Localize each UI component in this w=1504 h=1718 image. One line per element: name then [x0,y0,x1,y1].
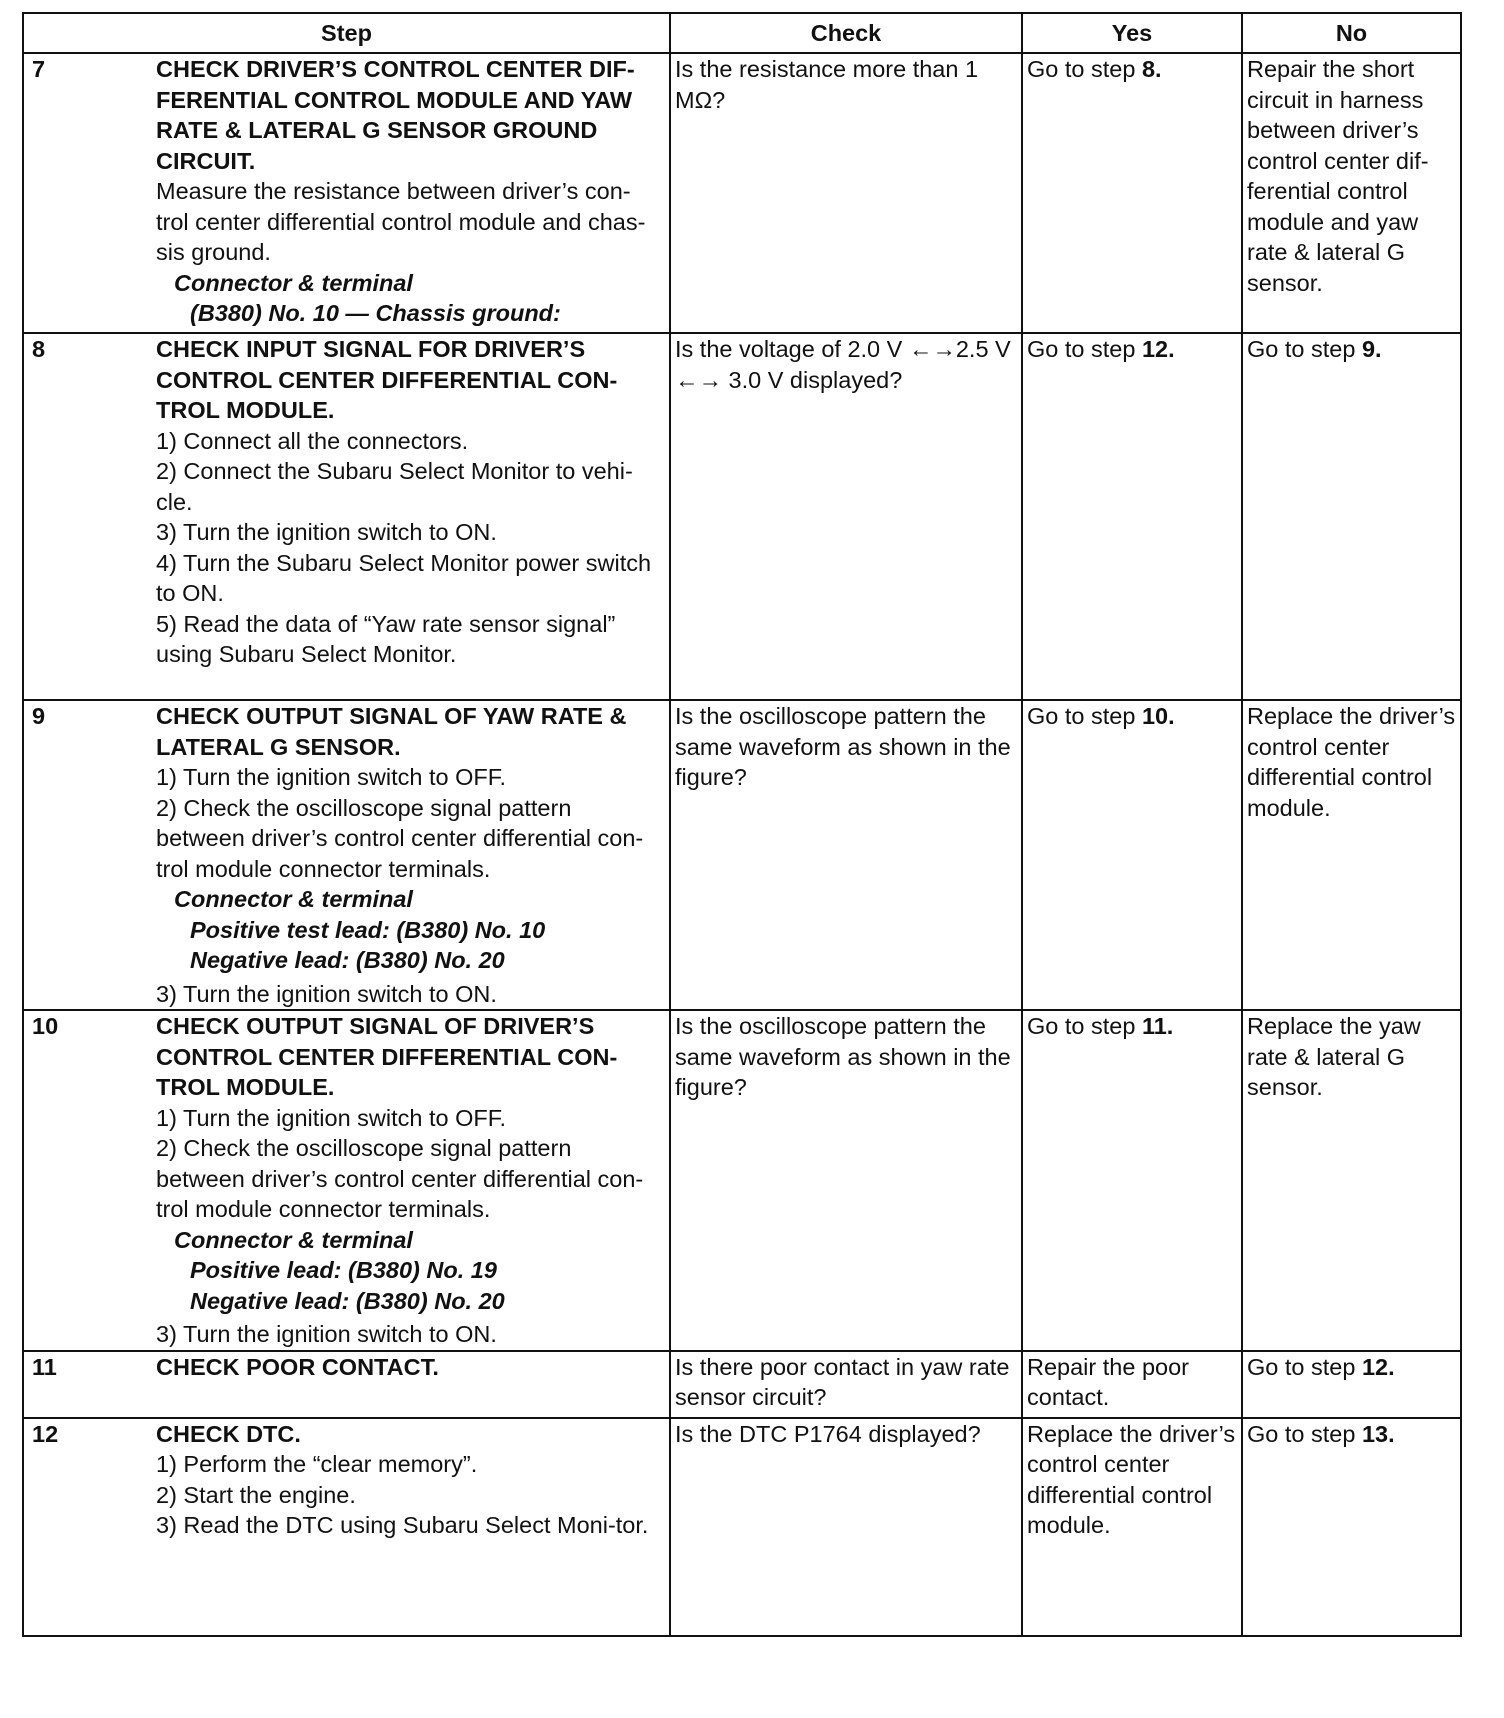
procedure-step: 2) Check the oscilloscope signal pattern between driver’s control center differential con-trol module connector terminals. [156,794,644,882]
header-step: Step [23,13,670,53]
check-cell: Is the oscilloscope pattern the same waveform as shown in the figure? [670,1010,1022,1351]
connector-terminal: Negative lead: (B380) No. 20 [190,947,505,973]
step-title: CHECK POOR CONTACT. [156,1353,439,1380]
step-number: 12 [32,1420,59,1447]
diagnostic-table [22,12,1462,1637]
check-cell: Is the voltage of 2.0 V ←→2.5 V ←→ 3.0 V displayed? [670,333,1022,700]
header-yes: Yes [1022,13,1242,53]
no-cell [1242,1418,1461,1636]
procedure-step: 3) Turn the ignition switch to ON. [156,980,497,1007]
check-cell: Is the DTC P1764 displayed? [670,1418,1022,1636]
yes-step-ref: 10. [1141,703,1175,729]
check-cell: Is the resistance more than 1 MΩ? [670,53,1022,333]
step-cell [23,53,670,333]
no-text: Go to step [1247,1353,1362,1380]
connector-heading: Connector & terminal [174,886,413,912]
no-cell: Replace the driver’s control center differential control module. [1242,700,1461,1010]
step-cell [23,700,670,1010]
step-title: CHECK DRIVER’S CONTROL CENTER DIF-FERENTIAL CONTROL MODULE AND YAW RATE & LATERAL G SENSOR GROUND CIRCUIT. [156,56,635,174]
table-row [23,1351,1461,1418]
connector-terminal: Positive test lead: (B380) No. 10 [190,916,546,943]
procedure-step: 2) Start the engine. [156,1481,356,1508]
yes-text: Go to step [1027,336,1142,362]
connector-heading: Connector & terminal [174,269,413,296]
procedure-step: 1) Turn the ignition switch to OFF. [156,764,507,790]
procedure-step: 3) Turn the ignition switch to ON. [156,1321,497,1347]
no-cell [1242,333,1461,700]
step-instruction: Measure the resistance between driver’s con-trol center differential control module and chas-sis ground. [156,178,646,265]
step-title: CHECK OUTPUT SIGNAL OF YAW RATE & LATERAL G SENSOR. [156,703,627,760]
connector-terminal: (B380) No. 10 — Chassis ground: [190,300,561,326]
procedure-step: 1) Connect all the connectors. [156,427,469,454]
yes-text: Go to step [1027,703,1142,729]
procedure-step: 5) Read the data of “Yaw rate sensor signal” using Subaru Select Monitor. [156,610,616,667]
no-cell [1242,1351,1461,1418]
no-text: Go to step [1247,1420,1362,1447]
procedure-step: 1) Turn the ignition switch to OFF. [156,1104,507,1131]
no-text: Go to step [1247,336,1362,362]
no-step-ref: 12. [1361,1353,1395,1380]
step-number: 9 [32,703,46,729]
procedure-step: 2) Check the oscilloscope signal pattern between driver’s control center differential con-trol module connector terminals. [156,1135,644,1222]
check-cell: Is the oscilloscope pattern the same waveform as shown in the figure? [670,700,1022,1010]
step-cell [23,1418,670,1636]
procedure-step: 2) Connect the Subaru Select Monitor to vehi-cle. [156,458,633,515]
connector-terminal: Positive lead: (B380) No. 19 [190,1257,497,1283]
table-row [23,1010,1461,1351]
connector-terminal: Negative lead: (B380) No. 20 [190,1287,505,1314]
yes-cell [1022,700,1242,1010]
step-title: CHECK OUTPUT SIGNAL OF DRIVER’S CONTROL CENTER DIFFERENTIAL CON-TROL MODULE. [156,1013,618,1100]
document-page [22,12,1462,1637]
procedure-step: 3) Turn the ignition switch to ON. [156,519,497,545]
step-number: 11 [32,1353,57,1380]
no-cell: Repair the short circuit in harness between driver’s control center dif-ferential control module and yaw rate & lateral G sensor. [1242,53,1461,333]
step-title: CHECK DTC. [156,1420,301,1447]
step-title: CHECK INPUT SIGNAL FOR DRIVER’S CONTROL CENTER DIFFERENTIAL CON-TROL MODULE. [156,336,618,423]
table-row [23,333,1461,700]
yes-cell [1022,53,1242,333]
no-step-ref: 9. [1361,336,1382,362]
yes-step-ref: 8. [1141,56,1162,82]
no-cell: Replace the yaw rate & lateral G sensor. [1242,1010,1461,1351]
connector-heading: Connector & terminal [174,1226,413,1253]
yes-cell: Repair the poor contact. [1022,1351,1242,1418]
header-check: Check [670,13,1022,53]
procedure-step: 4) Turn the Subaru Select Monitor power switch to ON. [156,549,652,606]
procedure-step: 3) Read the DTC using Subaru Select Moni-tor. [156,1512,649,1538]
step-cell [23,333,670,700]
procedure-step: 1) Perform the “clear memory”. [156,1451,478,1477]
step-number: 10 [32,1013,59,1039]
yes-cell [1022,333,1242,700]
yes-text: Go to step [1027,1013,1142,1039]
yes-text: Go to step [1027,56,1142,82]
header-no: No [1242,13,1461,53]
table-row [23,53,1461,333]
step-number: 8 [32,336,46,362]
step-cell [23,1010,670,1351]
table-row [23,700,1461,1010]
header-row [23,13,1461,53]
no-step-ref: 13. [1361,1420,1395,1447]
yes-step-ref: 11. [1141,1013,1174,1039]
step-cell [23,1351,670,1418]
table-row [23,1418,1461,1636]
yes-cell [1022,1010,1242,1351]
check-cell: Is there poor contact in yaw rate sensor circuit? [670,1351,1022,1418]
yes-step-ref: 12. [1141,336,1175,362]
step-number: 7 [32,56,46,82]
yes-cell: Replace the driver’s control center differential control module. [1022,1418,1242,1636]
